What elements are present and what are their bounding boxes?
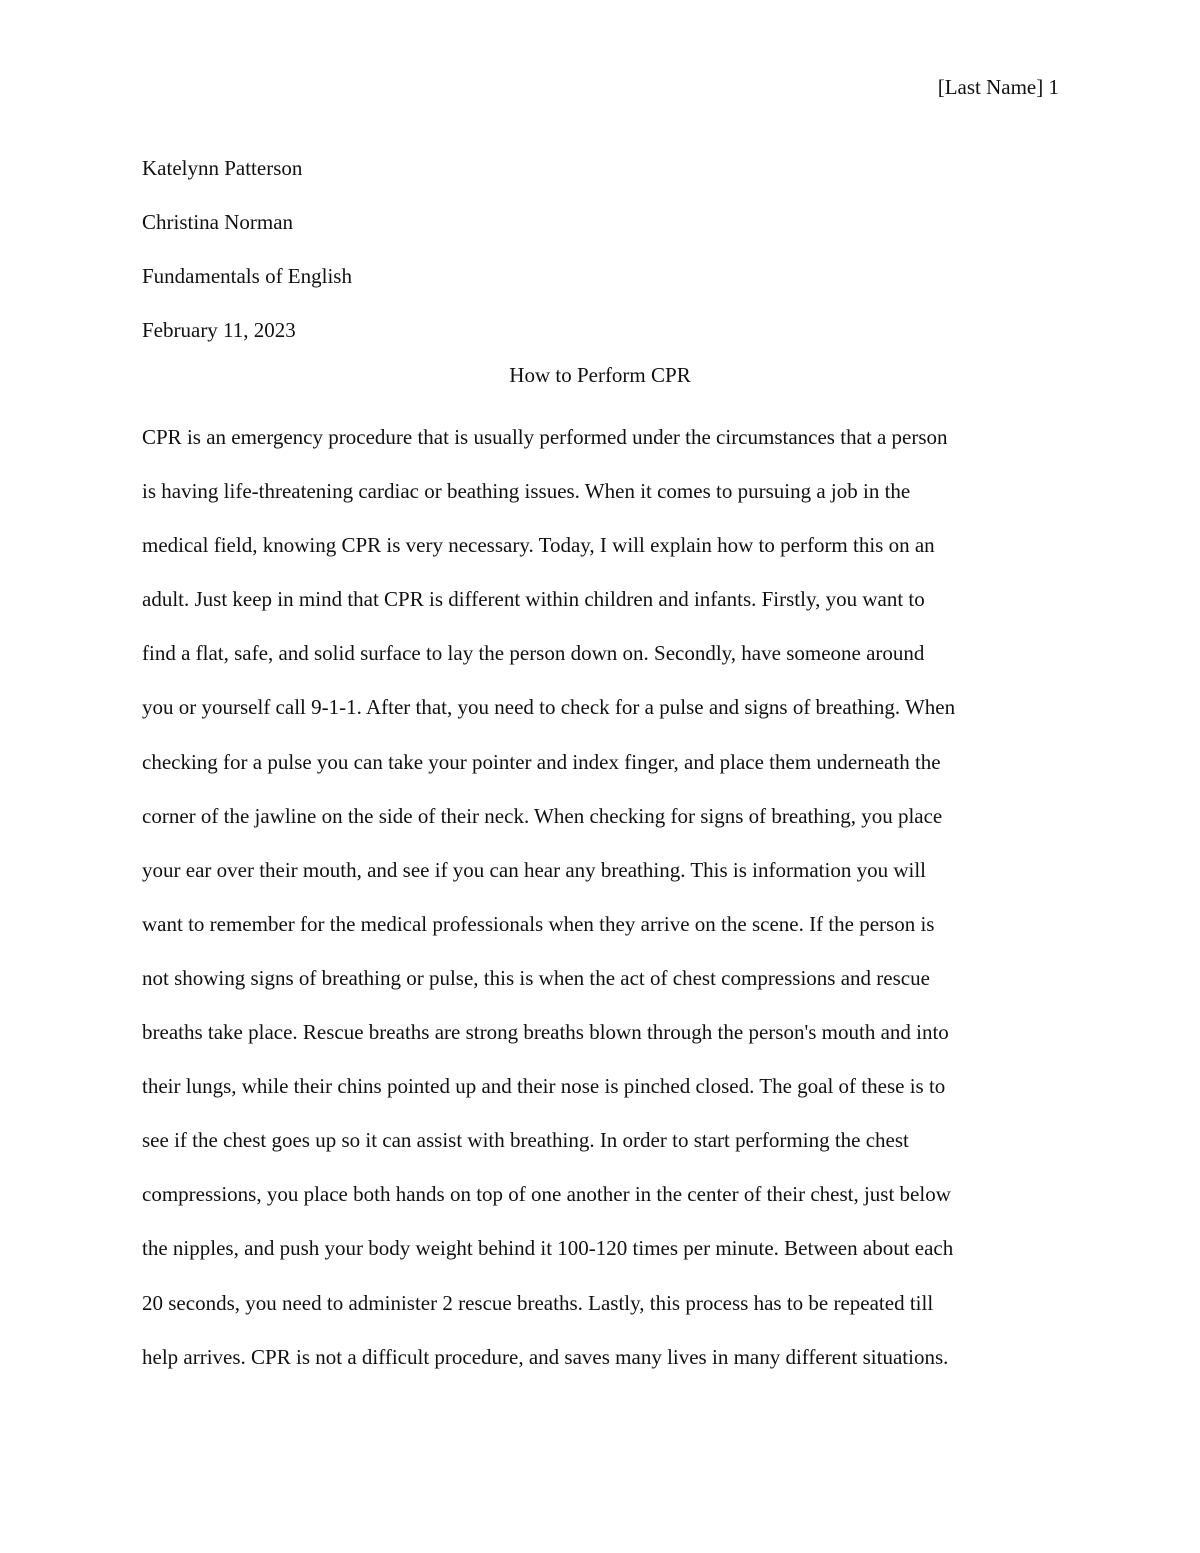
body-line: find a flat, safe, and solid surface to lay the person down on. Secondly, have someone around — [142, 641, 925, 666]
body-line: medical field, knowing CPR is very necessary. Today, I will explain how to perform this on an — [142, 533, 935, 558]
essay-body — [142, 410, 1058, 1384]
body-line: 20 seconds, you need to administer 2 rescue breaths. Lastly, this process has to be repeated till — [142, 1290, 934, 1315]
course-name: Fundamentals of English — [142, 264, 352, 288]
running-head: [Last Name] 1 — [937, 75, 1059, 99]
body-line: compressions, you place both hands on top of one another in the center of their chest, just below — [142, 1182, 951, 1207]
body-line: checking for a pulse you can take your pointer and index finger, and place them underneath the — [142, 749, 941, 774]
mla-heading — [142, 141, 1058, 357]
essay-title: How to Perform CPR — [509, 363, 691, 387]
body-line: want to remember for the medical professionals when they arrive on the scene. If the person is — [142, 911, 935, 936]
document-date: February 11, 2023 — [142, 318, 296, 342]
body-line: corner of the jawline on the side of their neck. When checking for signs of breathing, you place — [142, 803, 943, 828]
body-line: CPR is an emergency procedure that is usually performed under the circumstances that a person — [142, 425, 948, 449]
body-line: their lungs, while their chins pointed up and their nose is pinched closed. The goal of these is to — [142, 1074, 946, 1099]
body-line: adult. Just keep in mind that CPR is different within children and infants. Firstly, you want to — [142, 587, 925, 612]
body-line: you or yourself call 9-1-1. After that, you need to check for a pulse and signs of breathing. When — [142, 695, 956, 720]
body-line: not showing signs of breathing or pulse, this is when the act of chest compressions and rescue — [142, 965, 930, 990]
instructor-name: Christina Norman — [142, 210, 294, 234]
body-line: is having life-threatening cardiac or beathing issues. When it comes to pursuing a job in the — [142, 479, 911, 504]
body-line: help arrives. CPR is not a difficult procedure, and saves many lives in many different situations. — [142, 1344, 949, 1369]
student-name: Katelynn Patterson — [142, 156, 303, 180]
body-line: breaths take place. Rescue breaths are strong breaths blown through the person's mouth and into — [142, 1020, 949, 1045]
body-line: your ear over their mouth, and see if you can hear any breathing. This is information you will — [142, 857, 926, 882]
body-line: the nipples, and push your body weight behind it 100-120 times per minute. Between about each — [142, 1236, 954, 1261]
body-line: see if the chest goes up so it can assist with breathing. In order to start performing the chest — [142, 1128, 909, 1153]
